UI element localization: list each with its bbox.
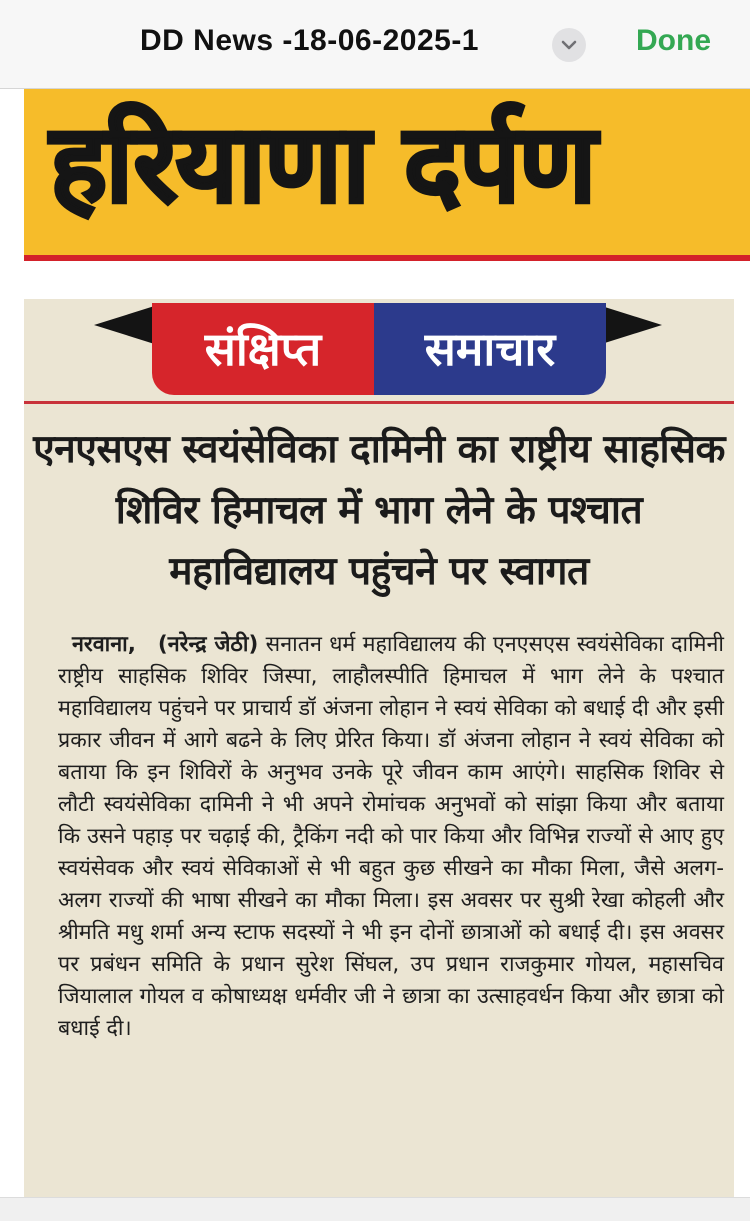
banner-label-sankshipt: संक्षिप्त [152, 303, 374, 395]
news-article [24, 299, 734, 1197]
newspaper-page [0, 89, 750, 1197]
article-body-text: सनातन धर्म महाविद्यालय की एनएसएस स्वयंसेविका दामिनी राष्ट्रीय साहसिक शिविर जिस्पा, लाहौलस्पीति हिमाचल में भाग लेने के पश्चात महाविद्यालय पहुंचने पर प्राचार्य डॉ अंजना लोहान ने स्वयं सेविका को बधाई दी और इसी प्रकार जीवन में आगे बढने के लिए प्रेरित किया। डॉ अंजना लोहान ने स्वयं सेविका को बताया कि इन शिविरों के अनुभव उनके पूरे जीवन काम आएंगे। साहसिक शिविर से लौटी स्वयंसेविका दामिनी ने भी अपने रोमांचक अनुभवों को सांझा किया और बताया कि उसने पहाड़ पर चढ़ाई की, ट्रैकिंग नदी को पार किया और विभिन्न राज्यों से आए हुए स्वयंसेवक और स्वयं सेविकाओं से भी बहुत कुछ सीखने का मौका मिला, जैसे अलग-अलग राज्यों की भाषा सीखने का मौका मिला। इस अवसर पर सुश्री रेखा कोहली और श्रीमति मधु शर्मा अन्य स्टाफ सदस्यों ने भी इन दोनों छात्राओं को बधाई दी। इस अवसर पर प्रबंधन समिति के प्रधान सुरेश सिंघल, उप प्रधान राजकुमार गोयल, महासचिव जियालाल गोयल व कोषाध्यक्ष धर्मवीर जी ने छात्रा का उत्साहवर्धन किया और छात्रा को बधाई दी। [58, 632, 724, 1041]
document-title: DD News -18-06-2025-1 [140, 24, 479, 57]
title-menu-button[interactable] [552, 28, 586, 62]
article-body [58, 629, 724, 1045]
top-toolbar [0, 0, 750, 89]
done-button[interactable]: Done [636, 24, 711, 57]
article-divider [24, 401, 734, 404]
masthead-title: हरियाणा दर्पण [50, 102, 595, 227]
article-byline: (नरेन्द्र जेठी) [157, 632, 259, 657]
bottom-edge [0, 1197, 750, 1221]
section-banner [94, 301, 662, 397]
masthead-divider [24, 255, 750, 261]
article-headline: एनएसएस स्वयंसेविका दामिनी का राष्ट्रीय साहसिक शिविर हिमाचल में भाग लेने के पश्चात महाविद्यालय पहुंचने पर स्वागत [33, 427, 725, 594]
banner-label-samachar: समाचार [374, 303, 606, 395]
article-dateline: नरवाना, [72, 632, 136, 657]
chevron-down-icon [561, 38, 577, 52]
masthead [24, 89, 750, 255]
